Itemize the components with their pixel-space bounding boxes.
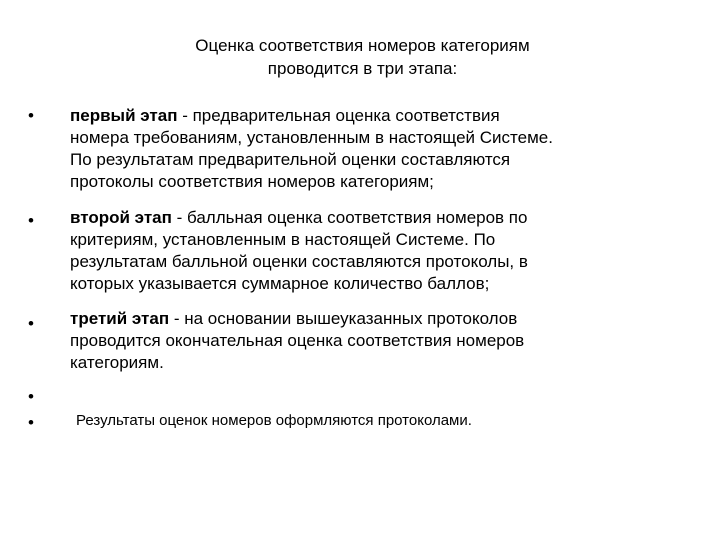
stage-3-label: третий этап — [70, 309, 170, 328]
list-item-first-line — [70, 207, 702, 229]
stage-3-line-3: категориям. — [70, 353, 164, 372]
stage-2-label: второй этап — [70, 208, 172, 227]
list-item-first-line — [70, 105, 702, 127]
bullet-marker: • — [28, 314, 34, 333]
list-item-stage-3 — [70, 308, 702, 374]
title-line-1: Оценка соответствия номеров категориям — [195, 36, 530, 55]
bullet-marker: • — [28, 106, 34, 125]
stage-1-label: первый этап — [70, 106, 178, 125]
stage-1-line-1-text: - предварительная оценка соответствия — [177, 106, 500, 125]
bullet-marker-empty: • — [28, 387, 34, 406]
stage-1-line-2: номера требованиям, установленным в настоящей Системе. — [70, 128, 553, 147]
stage-2-line-3: результатам балльной оценки составляются протоколы, в — [70, 252, 528, 271]
stage-1-line-3: По результатам предварительной оценки составляются — [70, 150, 511, 169]
bullet-marker: • — [28, 413, 34, 432]
stage-2-line-1-text: - балльная оценка соответствия номеров по — [171, 208, 528, 227]
list-item-first-line — [70, 308, 702, 330]
stage-3-line-2: проводится окончательная оценка соответствия номеров — [70, 331, 525, 350]
list-item-stage-2 — [70, 207, 702, 295]
bullet-marker: • — [28, 211, 34, 230]
list-item-stage-1 — [70, 105, 702, 193]
stage-3-line-1-text: - на основании вышеуказанных протоколов — [169, 309, 518, 328]
stage-1-line-4: протоколы соответствия номеров категориям; — [70, 172, 434, 191]
stage-2-line-2: критериям, установленным в настоящей Системе. По — [70, 230, 496, 249]
results-note: Результаты оценок номеров оформляются протоколами. — [76, 412, 472, 429]
stage-2-line-4: которых указывается суммарное количество баллов; — [70, 274, 490, 293]
title-line-2: проводится в три этапа: — [267, 59, 458, 78]
